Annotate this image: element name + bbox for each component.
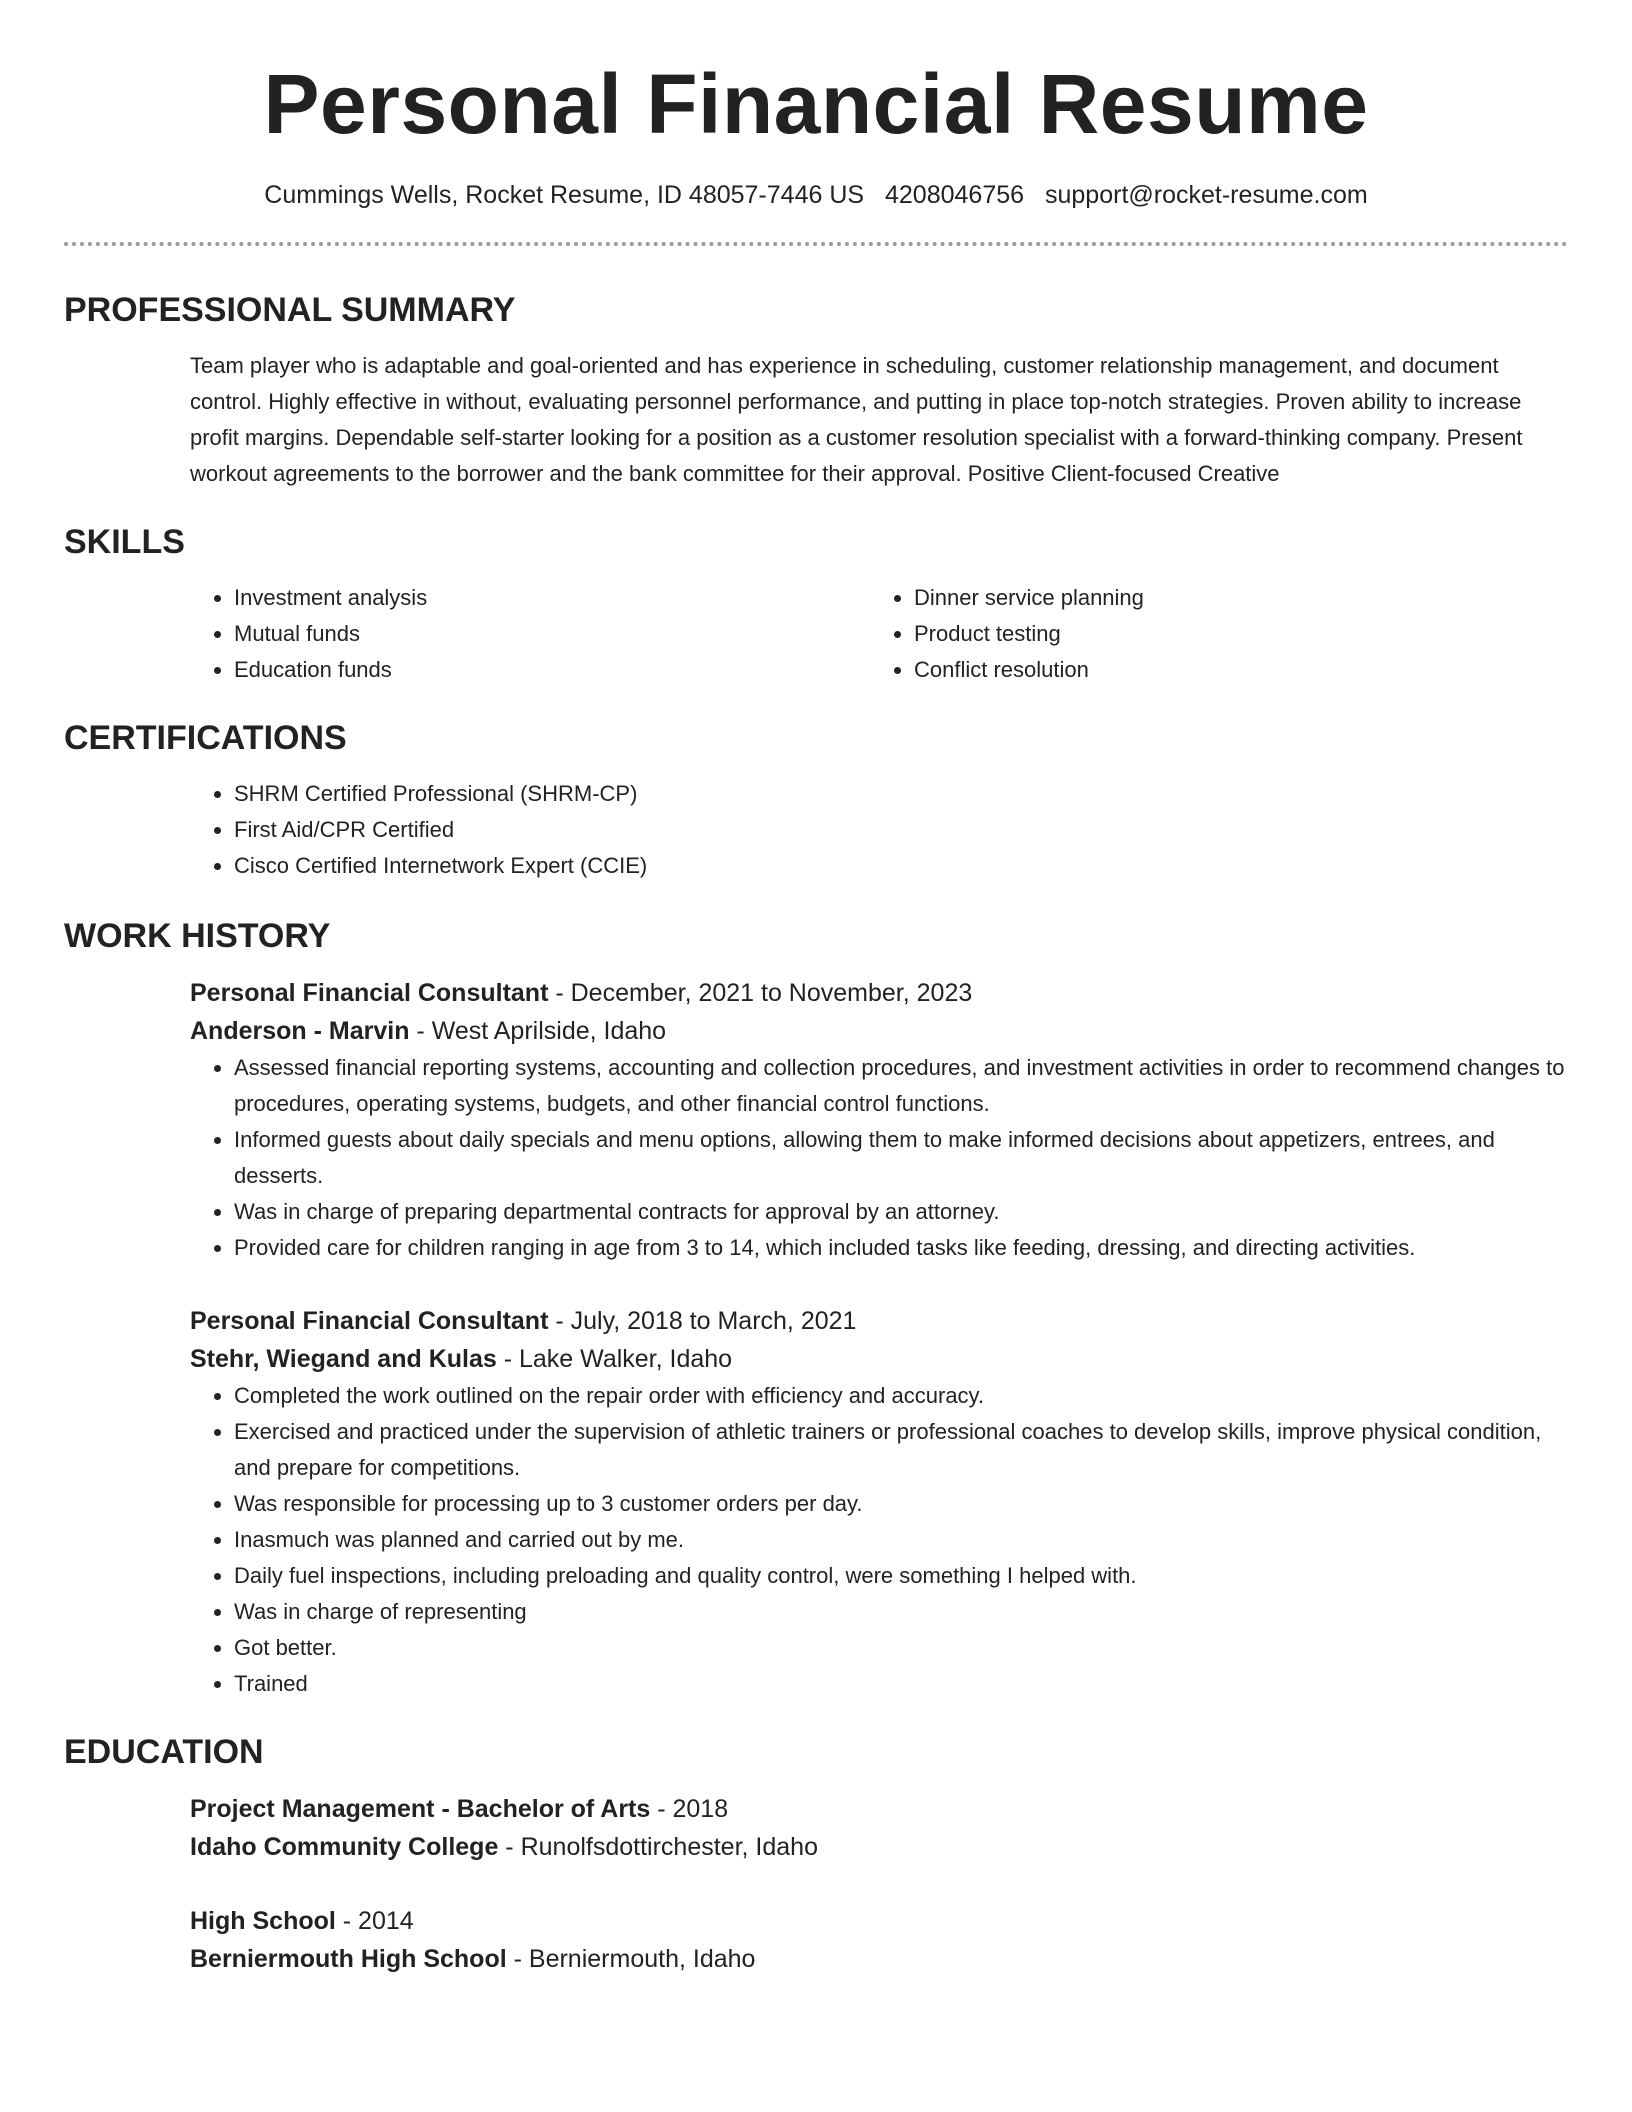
job-title: Personal Financial Consultant <box>190 1307 549 1335</box>
job-title-line <box>190 974 1568 1012</box>
job-bullet: • Inasmuch was planned and carried out by me. <box>234 1522 1568 1558</box>
job-company: Anderson - Marvin <box>190 1017 410 1045</box>
education-degree: High School <box>190 1907 336 1935</box>
education-school: Berniermouth High School <box>190 1945 507 1973</box>
summary-text: Team player who is adaptable and goal-oriented and has experience in scheduling, customer relationship management, and document control. Highly effective in without, evaluating personnel performance, and putting in place top-notch strategies. Proven ability to increase profit margins. Dependable self-starter looking for a position as a customer resolution specialist with a forward-thinking company. Present workout agreements to the borrower and the bank committee for their approval. Positive Client-focused Creative <box>190 353 1523 486</box>
job-dates: - December, 2021 to November, 2023 <box>548 979 973 1007</box>
certification-item: • SHRM Certified Professional (SHRM-CP) <box>234 776 1568 812</box>
job-bullet: • Was in charge of representing <box>234 1594 1568 1630</box>
education-location: - Berniermouth, Idaho <box>506 1945 756 1973</box>
education-entry <box>190 1790 1568 1866</box>
job-bullet: • Assessed financial reporting systems, accounting and collection procedures, and investment activities in order to recommend changes to procedures, operating systems, budgets, and other financial control functions. <box>234 1050 1568 1122</box>
education-degree-line <box>190 1790 1568 1828</box>
summary-heading: PROFESSIONAL SUMMARY <box>64 291 516 329</box>
skill-item: • Education funds <box>234 652 870 688</box>
job-bullet: • Was responsible for processing up to 3 customer orders per day. <box>234 1486 1568 1522</box>
job-location: - West Aprilside, Idaho <box>409 1017 667 1045</box>
job-entry <box>190 1302 1568 1702</box>
job-bullet: • Daily fuel inspections, including preloading and quality control, were something I helped with. <box>234 1558 1568 1594</box>
skill-item: • Product testing <box>914 616 1550 652</box>
job-company-line <box>190 1340 1568 1378</box>
skills-list <box>190 580 1568 688</box>
job-title-line <box>190 1302 1568 1340</box>
education-entry <box>190 1902 1568 1978</box>
contact-address: Cummings Wells, Rocket Resume, ID 48057-7446 US <box>264 181 865 209</box>
skill-item: • Dinner service planning <box>914 580 1550 616</box>
skill-item: • Mutual funds <box>234 616 870 652</box>
job-bullet: • Completed the work outlined on the repair order with efficiency and accuracy. <box>234 1378 1568 1414</box>
skills-heading: SKILLS <box>64 523 185 561</box>
education-location: - Runolfsdottirchester, Idaho <box>498 1833 818 1861</box>
education-year: - 2014 <box>335 1907 414 1935</box>
job-location: - Lake Walker, Idaho <box>496 1345 733 1373</box>
education-degree: Project Management - Bachelor of Arts <box>190 1795 651 1823</box>
job-bullet: • Got better. <box>234 1630 1568 1666</box>
education-heading: EDUCATION <box>64 1733 264 1771</box>
education-degree-line <box>190 1902 1568 1940</box>
education-school-line <box>190 1940 1568 1978</box>
job-bullet: • Was in charge of preparing departmental contracts for approval by an attorney. <box>234 1194 1568 1230</box>
job-bullets <box>190 1050 1568 1266</box>
job-bullets <box>190 1378 1568 1702</box>
header-divider <box>64 242 1568 246</box>
contact-line <box>64 178 1568 212</box>
job-company: Stehr, Wiegand and Kulas <box>190 1345 497 1373</box>
certifications-list <box>190 776 1568 884</box>
skill-item: • Investment analysis <box>234 580 870 616</box>
job-bullet: • Informed guests about daily specials and menu options, allowing them to make informed decisions about appetizers, entrees, and desserts. <box>234 1122 1568 1194</box>
job-title: Personal Financial Consultant <box>190 979 549 1007</box>
education-school-line <box>190 1828 1568 1866</box>
job-bullet: • Exercised and practiced under the supervision of athletic trainers or professional coaches to develop skills, improve physical condition, and prepare for competitions. <box>234 1414 1568 1486</box>
certification-item: • First Aid/CPR Certified <box>234 812 1568 848</box>
job-bullet: • Trained <box>234 1666 1568 1702</box>
certifications-heading: CERTIFICATIONS <box>64 719 347 757</box>
work-history-heading: WORK HISTORY <box>64 917 331 955</box>
skills-column-right <box>870 580 1550 688</box>
contact-phone: 4208046756 <box>885 181 1025 209</box>
resume-title: Personal Financial Resume <box>263 57 1369 151</box>
job-dates: - July, 2018 to March, 2021 <box>548 1307 857 1335</box>
job-bullet: • Provided care for children ranging in age from 3 to 14, which included tasks like feeding, dressing, and directing activities. <box>234 1230 1568 1266</box>
job-entry <box>190 974 1568 1266</box>
resume-page <box>64 0 1568 1978</box>
education-school: Idaho Community College <box>190 1833 499 1861</box>
skill-item: • Conflict resolution <box>914 652 1550 688</box>
contact-email: support@rocket-resume.com <box>1045 181 1368 209</box>
certification-item: • Cisco Certified Internetwork Expert (CCIE) <box>234 848 1568 884</box>
education-year: - 2018 <box>650 1795 729 1823</box>
skills-column-left <box>190 580 870 688</box>
job-company-line <box>190 1012 1568 1050</box>
